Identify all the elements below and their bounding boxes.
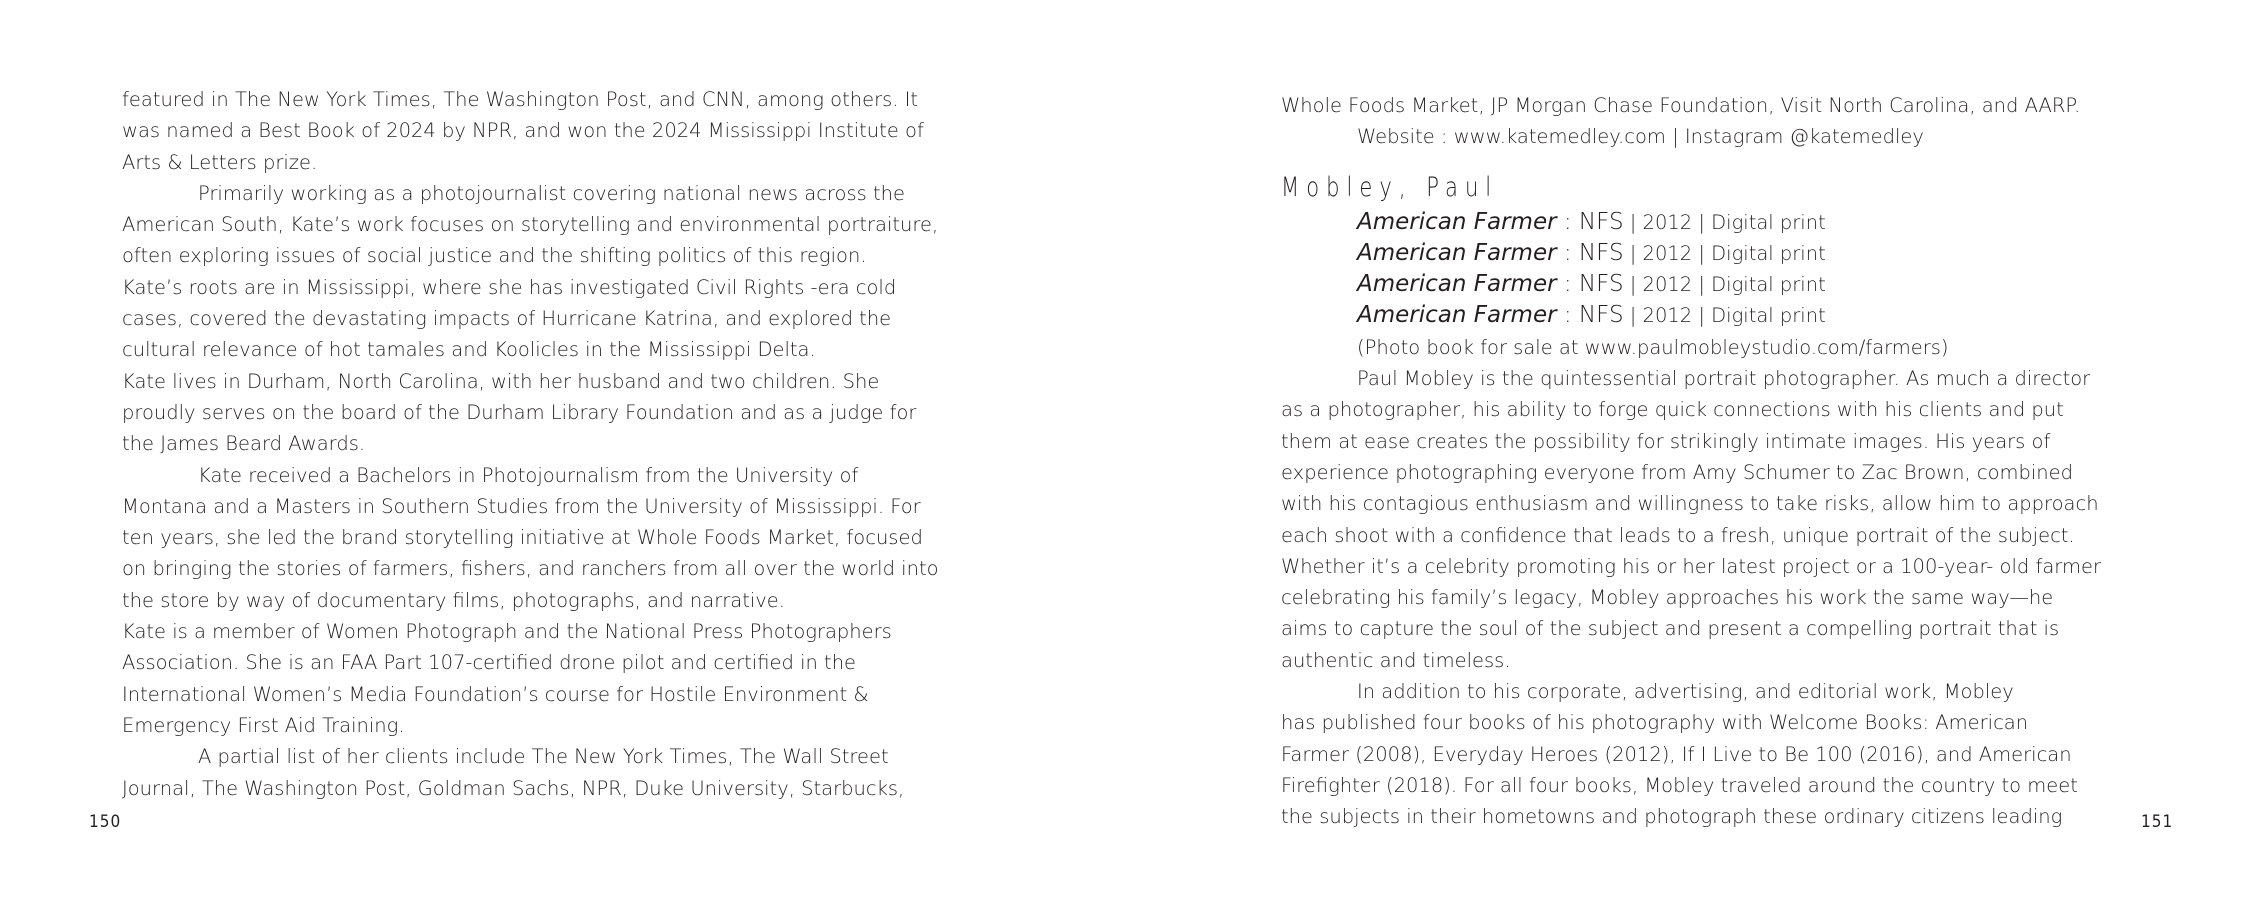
sale-note: (Photo book for sale at www.paulmobleystudio.com/farmers) [1357,335,1949,359]
work-meta: | 2012 | Digital print [1623,304,1826,328]
text-line: ten years, she led the brand storytelling initiative at Whole Foods Market, focused [122,526,923,550]
paragraph [122,460,1002,742]
artist-contact-info [1281,90,2181,153]
paragraph [122,178,1002,460]
text-line: Farmer (2008), Everyday Heroes (2012), If I Live to Be 100 (2016), and American [1281,742,2072,766]
work-entry [1281,207,2181,238]
work-meta: | 2012 | Digital print [1623,241,1826,265]
work-entry [1281,269,2181,300]
text-line: featured in The New York Times, The Washington Post, and CNN, among others. It [122,88,919,111]
left-page-body [122,84,1002,804]
text-line: Arts & Letters prize. [122,150,318,174]
text-line: has published four books of his photography with Welcome Books: American [1281,711,2029,735]
work-status: : NFS [1556,208,1624,235]
text-line: proudly serves on the board of the Durham Library Foundation and as a judge for [122,400,917,424]
text-line: aims to capture the soul of the subject and present a compelling portrait that is [1281,617,2060,641]
text-line: the store by way of documentary films, photographs, and narrative. [122,588,785,612]
work-status: : NFS [1556,239,1624,266]
text-line: Emergency First Aid Training. [122,713,405,737]
text-line: Kate’s roots are in Mississippi, where she has investigated Civil Rights -era cold [122,275,897,299]
text-line: American South, Kate’s work focuses on storytelling and environmental portraiture, [122,213,939,237]
work-entry [1281,300,2181,331]
paragraph [122,741,1002,804]
text-line: often exploring issues of social justice and the shifting politics of this region. [122,244,867,268]
artist-bio [1281,363,2181,832]
paragraph [1281,363,2181,676]
paragraph [1281,676,2181,832]
work-title: American Farmer [1357,208,1557,235]
work-meta: | 2012 | Digital print [1623,210,1826,234]
text-line: Association. She is an FAA Part 107-certified drone pilot and certified in the [122,651,857,675]
text-line: was named a Best Book of 2024 by NPR, and won the 2024 Mississippi Institute of [122,119,924,143]
text-line: experience photographing everyone from Amy Schumer to Zac Brown, combined [1281,460,2074,484]
works-list [1281,207,2181,332]
work-title: American Farmer [1357,239,1557,266]
text-line: them at ease creates the possibility for strikingly intimate images. His years of [1281,429,2051,453]
work-status: : NFS [1556,271,1624,298]
text-line: authentic and timeless. [1281,648,1511,672]
text-line: with his contagious enthusiasm and willingness to take risks, allow him to approach [1281,492,2099,516]
text-line: celebrating his family’s legacy, Mobley approaches his work the same way—he [1281,586,2054,610]
page-number-left: 150 [89,812,122,832]
clients-line: Whole Foods Market, JP Morgan Chase Foundation, Visit North Carolina, and AARP. [1281,94,2081,117]
text-line: In addition to his corporate, advertising, and editorial work, Mobley [1357,680,2014,704]
work-title: American Farmer [1357,302,1557,329]
website-line: Website : www.katemedley.com | Instagram @katemedley [1357,125,1924,149]
text-line: Primarily working as a photojournalist covering national news across the [198,181,905,205]
right-page [1125,0,2250,900]
text-line: Firefighter (2018). For all four books, Mobley traveled around the country to meet [1281,773,2078,797]
text-line: on bringing the stories of farmers, fishers, and ranchers from all over the world into [122,557,939,581]
text-line: as a photographer, his ability to forge quick connections with his clients and put [1281,398,2064,422]
text-line: Paul Mobley is the quintessential portrait photographer. As much a director [1357,367,2091,391]
text-line: cultural relevance of hot tamales and Koolicles in the Mississippi Delta. [122,338,816,362]
text-line: Whether it’s a celebrity promoting his or her latest project or a 100-year- old farmer [1281,554,2101,578]
text-line: International Women’s Media Foundation’s course for Hostile Environment & [122,682,869,706]
work-meta: | 2012 | Digital print [1623,273,1826,297]
text-line: each shoot with a confidence that leads to a fresh, unique portrait of the subject. [1281,523,2075,547]
text-line: Kate lives in Durham, North Carolina, with her husband and two children. She [122,369,880,393]
right-page-body [1281,90,2181,833]
work-entry [1281,238,2181,269]
text-line: A partial list of her clients include The New York Times, The Wall Street [198,745,889,769]
artist-heading: Mobley, Paul [1281,171,1499,203]
text-line: Kate is a member of Women Photograph and the National Press Photographers [122,620,892,644]
work-title: American Farmer [1357,271,1557,298]
page-number-right: 151 [2141,812,2174,832]
text-line: cases, covered the devastating impacts of Hurricane Katrina, and explored the [122,307,892,331]
text-line: the James Beard Awards. [122,432,366,456]
text-line: Kate received a Bachelors in Photojournalism from the University of [198,463,859,487]
text-line: Montana and a Masters in Southern Studies from the University of Mississippi. For [122,494,921,518]
work-status: : NFS [1556,302,1624,329]
text-line: the subjects in their hometowns and photograph these ordinary citizens leading [1281,805,2063,829]
paragraph [122,84,1002,178]
text-line: Journal, The Washington Post, Goldman Sachs, NPR, Duke University, Starbucks, [122,776,905,800]
